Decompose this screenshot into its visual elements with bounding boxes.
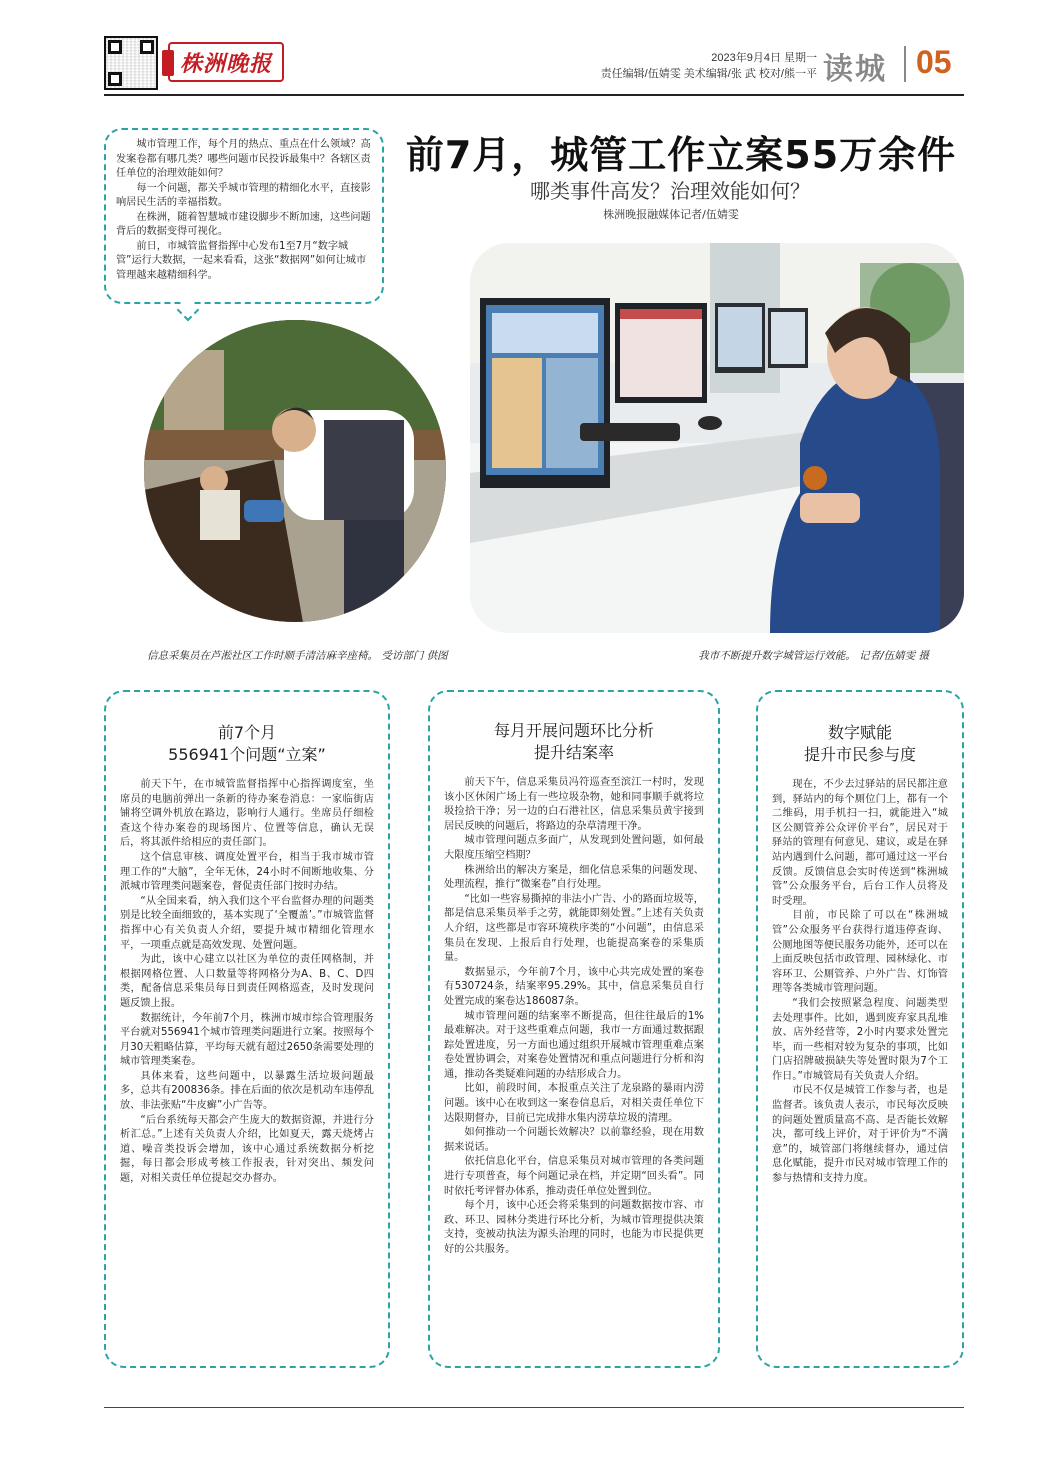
column-3-title xyxy=(772,722,948,766)
column-3-title-line: 提升市民参与度 xyxy=(803,745,916,764)
column-2-title xyxy=(444,720,704,764)
header-rule xyxy=(104,94,964,96)
paragraph: 比如，前段时间，本报重点关注了龙泉路的暴雨内涝问题。该中心在收到这一案卷信息后，对相关责任单位下达限期督办，目前已完成排水集内涝草垃圾的清理。 xyxy=(444,1083,704,1124)
paragraph: 现在，不少去过驿站的居民都注意到，驿站内的每个厕位门上，都有一个二维码，用手机扫一扫，就能进入“城区公厕管养公众评价平台”，居民对于驿站的管理有何意见、建议，或是在驿站内遇到什么问题，都可通过这一平台反馈。反馈信息会实时传送到“株洲城管”公众服务平台，后台工作人员将及时受理。 xyxy=(772,779,948,907)
paragraph: 依托信息化平台，信息采集员对城市管理的各类问题进行专项普查，每个问题记录在档，并定期“回头看”。同时依托考评督办体系，推动责任单位处置到位。 xyxy=(444,1156,704,1197)
intro-paragraph: 在株洲，随着智慧城市建设脚步不断加速，这些问题背后的数据变得可视化。 xyxy=(116,211,371,237)
qr-code-icon xyxy=(104,36,158,90)
photo-caption-left: 信息采集员在芦淞社区工作时顺手清洁麻辛座椅。 受访部门 供图 xyxy=(147,650,448,662)
paragraph: 具体来看，这些问题中，以暴露生活垃圾问题最多，总共有200836条。排在后面的依次是机动车违停乱放、非法张贴“牛皮癣”小广告等。 xyxy=(120,1070,374,1112)
column-2-title-line: 提升结案率 xyxy=(533,743,614,762)
photo-command-center xyxy=(470,243,964,633)
article-column-1 xyxy=(104,690,390,1368)
paragraph: 株洲给出的解决方案是，细化信息采集的问题发现、处理流程，推行“微案卷”自行处理。 xyxy=(444,864,704,891)
paragraph: 城市管理问题的结案率不断提高，但往往最后的1%最难解决。对于这些重难点问题，我市一方面通过数据跟踪处置进度，另一方面也通过组织开展城市管理重难点案卷处置协调会，对案卷处置情况和重点问题进行分析和沟通，推动各类疑难问题的办结形成合力。 xyxy=(444,1010,704,1080)
paragraph: 目前，市民除了可以在“株洲城管”公众服务平台获得行道违停查询、公厕地图等便民服务功能外，还可以在上面反映包括市政管理、园林绿化、市容环卫、公厕管养、户外广告、灯饰管理等各类城市管理问题。 xyxy=(772,910,948,995)
page-meta xyxy=(601,50,817,82)
photo-caption-right: 我市不断提升数字城管运行效能。 记者/伍婧雯 摄 xyxy=(698,650,929,662)
intro-paragraph: 每一个问题，都关乎城市管理的精细化水平，直接影响居民生活的幸福指数。 xyxy=(116,182,371,208)
photo-command-center-illustration xyxy=(470,243,964,633)
paragraph: 每个月，该中心还会将采集到的问题数据按市容、市政、环卫、园林分类进行环比分析，为城市管理提供决策支持，变被动执法为源头治理的同时，也能为市民提供更好的公共服务。 xyxy=(444,1200,704,1255)
photo-worker-cleaning xyxy=(141,317,449,625)
editor-credits: 责任编辑/伍婧雯 美术编辑/张 武 校对/熊一平 xyxy=(600,68,817,80)
column-3-title-line: 数字赋能 xyxy=(827,723,892,742)
article-column-3 xyxy=(756,690,964,1368)
newspaper-logo xyxy=(168,42,284,82)
paragraph: “我们会按照紧急程度、问题类型去处理事件。比如，遇到废弃家具乱堆放、店外经营等，2小时内要求处置完毕，而一些相对较为复杂的事项，比如门店招牌破损缺失等处置时限为7个工作日。”市城管局有关负责人介绍。 xyxy=(772,997,948,1082)
section-name: 读城 xyxy=(823,52,887,87)
intro-bubble xyxy=(104,128,384,304)
paragraph: 市民不仅是城管工作参与者，也是监督者。该负责人表示，市民每次反映的问题处置质量高不高、是否能长效解决，都可线上评价，对于评价为“不满意”的，城管部门将继续督办，通过信息化赋能，提升市民对城市管理工作的参与热情和支持力度。 xyxy=(772,1085,948,1185)
paragraph: 如何推动一个问题长效解决？以前靠经验，现在用数据来说话。 xyxy=(444,1127,704,1153)
column-1-title xyxy=(120,722,374,766)
column-1-title-line: 556941个问题“立案” xyxy=(168,745,326,764)
paragraph: 数据统计，今年前7个月，株洲市城市综合管理服务平台就对556941个城市管理类问题进行立案。按照每个月30天粗略估算，平均每天就有超过2650条需要处理的城市管理类案卷。 xyxy=(120,1012,374,1068)
paragraph: 前天下午，在市城管监督指挥中心指挥调度室，坐席员的电脑前弹出一条新的待办案卷消息：一家临街店铺将空调外机放在路边，影响行人通行。坐席员仔细检查这个待办案卷的现场图片、位置等信息，确认无误后，将其派件给相应的责任部门。 xyxy=(120,779,374,849)
paragraph: 为此，该中心建立以社区为单位的责任网格制，并根据网格位置、人口数量等将网格分为A、B、C、D四类，配备信息采集员每日到责任网格巡查，及时发现问题反馈上报。 xyxy=(120,954,374,1009)
headline: 前7月，城管工作立案55万余件 xyxy=(405,133,957,177)
paragraph: “后台系统每天都会产生庞大的数据资源，并进行分析汇总。”上述有关负责人介绍，比如夏天，露天烧烤占道、噪音类投诉会增加，该中心通过系统数据分析挖掘，每日都会形成考核工作报表，针对突出、频发问题，对相关责任单位提起交办督办。 xyxy=(120,1114,374,1185)
column-2-title-line: 每月开展问题环比分析 xyxy=(493,721,654,740)
paragraph: 这个信息审核、调度处置平台，相当于我市城市管理工作的“大脑”，全年无休，24小时不间断地收集、分派城市管理类问题案卷，督促责任部门按时办结。 xyxy=(120,851,374,893)
subheadline: 哪类事件高发？治理效能如何？ xyxy=(530,179,810,203)
paragraph: 城市管理问题点多面广，从发现到处置问题，如何最大限度压缩空档期？ xyxy=(444,835,704,861)
paragraph: “从全国来看，纳入我们这个平台监督办理的问题类别是比较全面细致的，基本实现了‘全覆盖’。”市城管监督指挥中心有关负责人介绍，要提升城市精细化管理水平，一项重点就是高效发现、处置问题。 xyxy=(120,895,374,951)
footer-rule xyxy=(104,1407,964,1408)
section-divider xyxy=(904,46,906,82)
byline: 株洲晚报融媒体记者/伍婧雯 xyxy=(603,208,739,221)
paragraph: “比如一些容易撕掉的非法小广告、小的路面垃圾等，都是信息采集员举手之劳，就能即刻处置。”上述有关负责人介绍，这些都是市容环境秩序类的“小问题”，由信息采集员在发现、上报后自行处理，也能提高案卷的采集质量。 xyxy=(444,893,704,964)
column-1-title-line: 前7个月 xyxy=(217,723,277,742)
intro-paragraph: 前日，市城管监督指挥中心发布1至7月“数字城管”运行大数据，一起来看看，这张“数据网”如何让城市管理越来越精细科学。 xyxy=(116,240,367,281)
logo-seal-icon xyxy=(162,50,174,76)
paragraph: 前天下午，信息采集员冯符巡查至滨江一村时，发现该小区休闲广场上有一些垃圾杂物，她和同事顺手就将垃圾捡拾干净；另一边的白石港社区，信息采集员黄宇接到居民反映的问题后，将路边的杂草清理干净。 xyxy=(444,777,704,832)
paragraph: 数据显示，今年前7个月，该中心共完成处置的案卷有530724条，结案率95.29%。其中，信息采集员自行处置完成的案卷达186087条。 xyxy=(444,966,704,1007)
intro-paragraph: 城市管理工作，每个月的热点、重点在什么领域？高发案卷都有哪几类？哪些问题市民投诉最集中？各辖区责任单位的治理效能如何？ xyxy=(116,139,371,179)
issue-date: 2023年9月4日 星期一 xyxy=(711,52,817,64)
page-number: 05 xyxy=(916,44,952,80)
article-column-2 xyxy=(428,690,720,1368)
logo-text: 株洲晚报 xyxy=(179,50,272,77)
photo-worker-cleaning-illustration xyxy=(144,320,449,625)
